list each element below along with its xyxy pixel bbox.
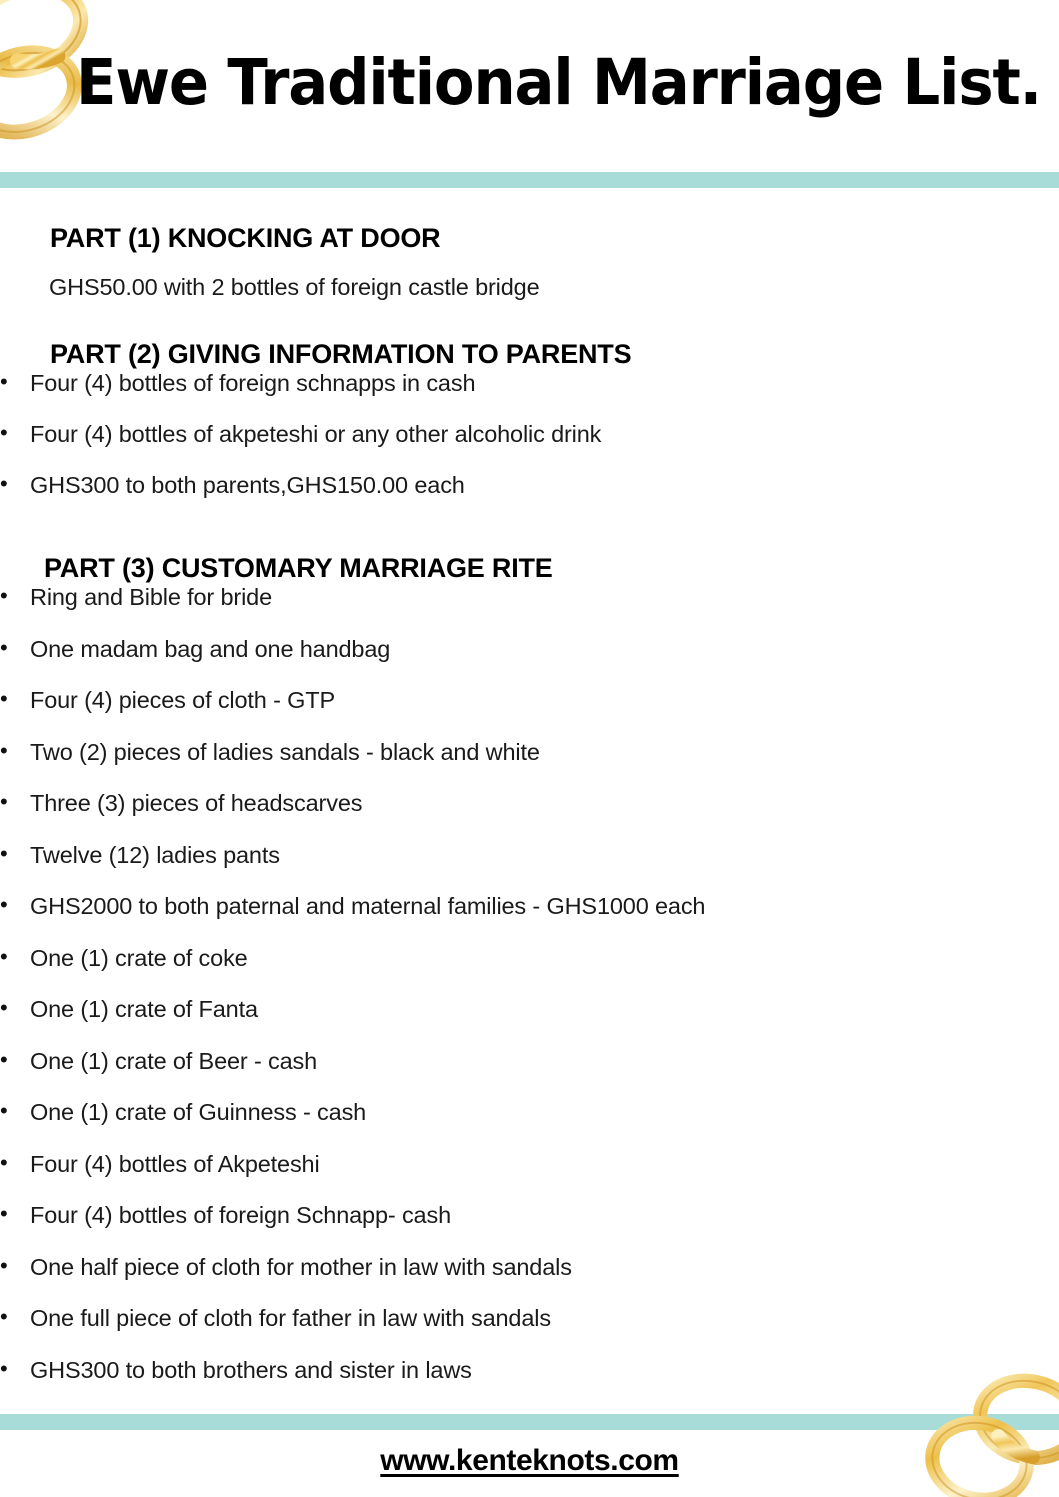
footer-website-link[interactable]: www.kenteknots.com: [380, 1444, 679, 1477]
section-part-2: [0, 301, 1059, 499]
section-part-1: [0, 205, 1059, 301]
list-item: • One (1) crate of coke: [0, 945, 1059, 972]
list-item: • Three (3) pieces of headscarves: [0, 790, 1059, 817]
list-item: • Two (2) pieces of ladies sandals - black and white: [0, 739, 1059, 766]
section-heading-part-3: PART (3) CUSTOMARY MARRIAGE RITE: [44, 553, 553, 583]
list-item: • Four (4) bottles of foreign schnapps in cash: [0, 370, 1059, 397]
list-item: • Twelve (12) ladies pants: [0, 842, 1059, 869]
list-item: • One full piece of cloth for father in law with sandals: [0, 1305, 1059, 1332]
list-item: • One (1) crate of Beer - cash: [0, 1048, 1059, 1075]
list-item: • GHS300 to both parents,GHS150.00 each: [0, 472, 1059, 499]
section-heading-part-1: PART (1) KNOCKING AT DOOR: [50, 223, 441, 253]
list-item: • Ring and Bible for bride: [0, 584, 1059, 611]
accent-divider-top: [0, 172, 1059, 188]
list-item: • Four (4) pieces of cloth - GTP: [0, 687, 1059, 714]
section-list-part-2: [0, 370, 1059, 499]
list-item: • Four (4) bottles of akpeteshi or any other alcoholic drink: [0, 421, 1059, 448]
page-title: Ewe Traditional Marriage List.: [76, 46, 1042, 119]
list-item: • Four (4) bottles of foreign Schnapp- cash: [0, 1202, 1059, 1229]
section-heading-part-2: PART (2) GIVING INFORMATION TO PARENTS: [50, 339, 632, 369]
content-area: [0, 205, 1059, 1408]
list-item: • One (1) crate of Guinness - cash: [0, 1099, 1059, 1126]
section-body-part-1: GHS50.00 with 2 bottles of foreign castle bridge: [49, 274, 540, 300]
list-item: • GHS300 to both brothers and sister in laws: [0, 1357, 1059, 1384]
list-item: • GHS2000 to both paternal and maternal families - GHS1000 each: [0, 893, 1059, 920]
list-item: • One (1) crate of Fanta: [0, 996, 1059, 1023]
accent-divider-bottom: [0, 1414, 1059, 1430]
section-part-3: [0, 523, 1059, 1384]
list-item: • One madam bag and one handbag: [0, 636, 1059, 663]
list-item: • Four (4) bottles of Akpeteshi: [0, 1151, 1059, 1178]
section-list-part-3: [0, 584, 1059, 1384]
list-item: • One half piece of cloth for mother in law with sandals: [0, 1254, 1059, 1281]
